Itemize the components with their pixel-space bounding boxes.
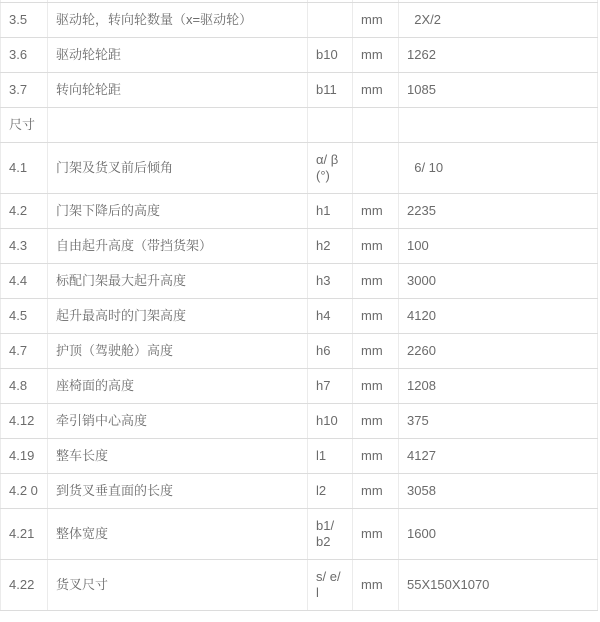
symbol-cell: h3: [308, 263, 353, 298]
row-number-cell: 尺寸: [1, 107, 48, 142]
unit-cell: mm: [353, 368, 399, 403]
parameter-name-cell: 起升最高时的门架高度: [48, 298, 308, 333]
unit-cell: [353, 142, 399, 193]
unit-cell: mm: [353, 37, 399, 72]
symbol-cell: h6: [308, 333, 353, 368]
table-row: [1, 403, 598, 438]
row-number-cell: 4.22: [1, 559, 48, 610]
value-cell: 375: [399, 403, 598, 438]
symbol-cell: b11: [308, 72, 353, 107]
table-row: [1, 508, 598, 559]
parameter-name-cell: 整车长度: [48, 438, 308, 473]
value-cell: 1262: [399, 37, 598, 72]
symbol-cell: [308, 107, 353, 142]
row-number-cell: 3.7: [1, 72, 48, 107]
row-number-cell: 3.6: [1, 37, 48, 72]
value-cell: 2235: [399, 193, 598, 228]
parameter-name-cell: [48, 107, 308, 142]
table-row: [1, 559, 598, 610]
parameter-name-cell: 牵引销中心高度: [48, 403, 308, 438]
table-row: [1, 72, 598, 107]
value-cell: 55X150X1070: [399, 559, 598, 610]
unit-cell: mm: [353, 72, 399, 107]
symbol-cell: s/ e/ l: [308, 559, 353, 610]
table-row: [1, 298, 598, 333]
value-cell: 1085: [399, 72, 598, 107]
table-row: [1, 473, 598, 508]
parameter-name-cell: 门架下降后的高度: [48, 193, 308, 228]
unit-cell: mm: [353, 559, 399, 610]
value-cell: 4120: [399, 298, 598, 333]
symbol-cell: b10: [308, 37, 353, 72]
symbol-cell: h4: [308, 298, 353, 333]
row-number-cell: 4.21: [1, 508, 48, 559]
parameter-name-cell: 门架及货叉前后倾角: [48, 142, 308, 193]
unit-cell: mm: [353, 403, 399, 438]
symbol-cell: α/ β (°): [308, 142, 353, 193]
unit-cell: mm: [353, 193, 399, 228]
parameter-name-cell: 到货叉垂直面的长度: [48, 473, 308, 508]
row-number-cell: 4.5: [1, 298, 48, 333]
symbol-cell: l1: [308, 438, 353, 473]
table-row: [1, 263, 598, 298]
symbol-cell: h2: [308, 228, 353, 263]
row-number-cell: 4.12: [1, 403, 48, 438]
row-number-cell: 4.3: [1, 228, 48, 263]
table-row: [1, 368, 598, 403]
section-header-row: [1, 107, 598, 142]
table-row: [1, 37, 598, 72]
parameter-name-cell: 标配门架最大起升高度: [48, 263, 308, 298]
unit-cell: mm: [353, 508, 399, 559]
value-cell: 1600: [399, 508, 598, 559]
unit-cell: mm: [353, 263, 399, 298]
unit-cell: mm: [353, 298, 399, 333]
value-cell: 6/ 10: [399, 142, 598, 193]
row-number-cell: 4.1: [1, 142, 48, 193]
value-cell: 100: [399, 228, 598, 263]
value-cell: 3058: [399, 473, 598, 508]
unit-cell: mm: [353, 228, 399, 263]
parameter-name-cell: 转向轮轮距: [48, 72, 308, 107]
symbol-cell: b1/ b2: [308, 508, 353, 559]
symbol-cell: h7: [308, 368, 353, 403]
table-row: [1, 2, 598, 37]
row-number-cell: 4.4: [1, 263, 48, 298]
parameter-name-cell: 自由起升高度（带挡货架）: [48, 228, 308, 263]
row-number-cell: 3.5: [1, 2, 48, 37]
value-cell: 2260: [399, 333, 598, 368]
row-number-cell: 4.7: [1, 333, 48, 368]
unit-cell: mm: [353, 2, 399, 37]
table-row: [1, 193, 598, 228]
value-cell: 2X/2: [399, 2, 598, 37]
unit-cell: mm: [353, 473, 399, 508]
table-row: [1, 228, 598, 263]
value-cell: [399, 107, 598, 142]
row-number-cell: 4.2: [1, 193, 48, 228]
value-cell: 4127: [399, 438, 598, 473]
table-row: [1, 438, 598, 473]
table-row: [1, 333, 598, 368]
value-cell: 3000: [399, 263, 598, 298]
symbol-cell: h1: [308, 193, 353, 228]
unit-cell: mm: [353, 333, 399, 368]
parameter-name-cell: 驱动轮，转向轮数量（x=驱动轮）: [48, 2, 308, 37]
row-number-cell: 4.8: [1, 368, 48, 403]
value-cell: 1208: [399, 368, 598, 403]
unit-cell: mm: [353, 438, 399, 473]
parameter-name-cell: 整体宽度: [48, 508, 308, 559]
symbol-cell: h10: [308, 403, 353, 438]
row-number-cell: 4.19: [1, 438, 48, 473]
parameter-name-cell: 座椅面的高度: [48, 368, 308, 403]
row-number-cell: 4.2 0: [1, 473, 48, 508]
parameter-name-cell: 货叉尺寸: [48, 559, 308, 610]
table-row: [1, 142, 598, 193]
parameter-name-cell: 护顶（驾驶舱）高度: [48, 333, 308, 368]
unit-cell: [353, 107, 399, 142]
parameter-name-cell: 驱动轮轮距: [48, 37, 308, 72]
symbol-cell: [308, 2, 353, 37]
symbol-cell: l2: [308, 473, 353, 508]
